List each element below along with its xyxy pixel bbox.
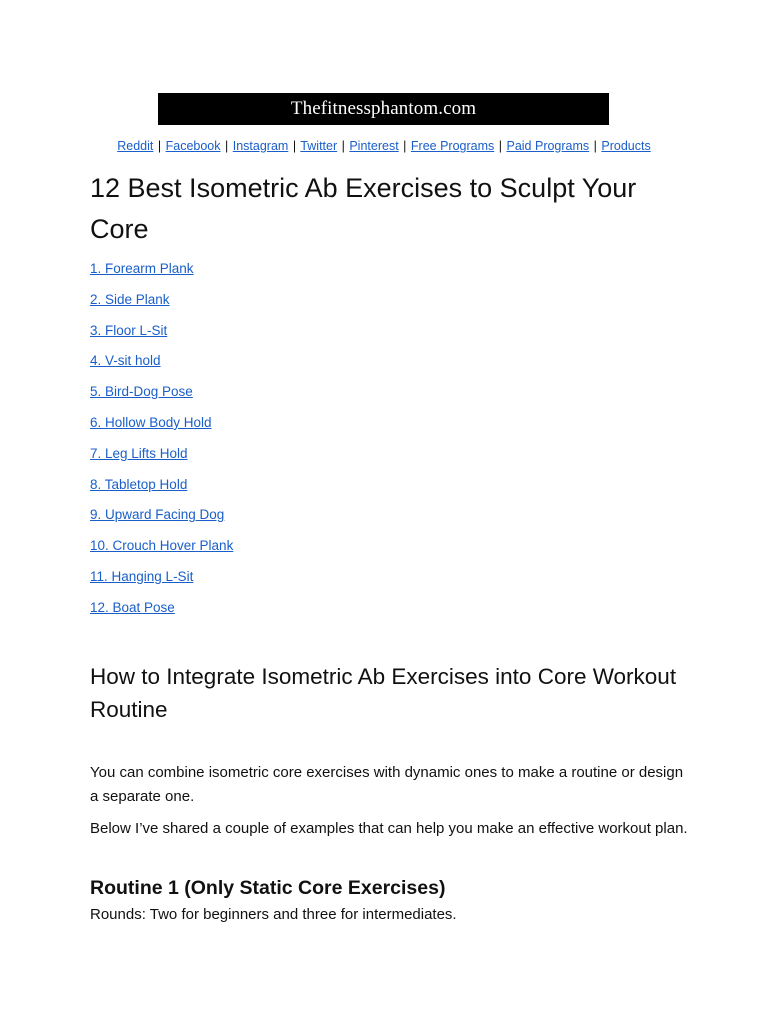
nav-link-twitter[interactable]: Twitter <box>300 139 338 153</box>
toc-link-tabletop-hold[interactable]: 8. Tabletop Hold <box>90 476 188 492</box>
toc-item <box>90 597 233 628</box>
toc-link-forearm-plank[interactable]: 1. Forearm Plank <box>90 261 194 276</box>
nav-link-free-programs[interactable]: Free Programs <box>410 139 495 153</box>
toc-link-leg-lifts-hold[interactable]: 7. Leg Lifts Hold <box>90 445 188 461</box>
nav-separator: | <box>341 139 345 153</box>
toc-item <box>90 412 233 443</box>
toc-link-upward-facing-dog[interactable]: 9. Upward Facing Dog <box>90 507 225 523</box>
toc-item <box>90 474 233 505</box>
site-banner[interactable] <box>158 93 609 125</box>
nav-link-facebook[interactable]: Facebook <box>165 139 221 153</box>
nav-link-instagram[interactable]: Instagram <box>232 139 289 153</box>
toc-item <box>90 566 233 597</box>
toc-link-crouch-hover-plank[interactable]: 10. Crouch Hover Plank <box>90 538 234 554</box>
banner-title: Thefitnessphantom.com <box>290 98 477 119</box>
nav-separator: | <box>403 139 407 153</box>
toc-item <box>90 504 233 535</box>
toc-item <box>90 443 233 474</box>
routine-heading: Routine 1 (Only Static Core Exercises) <box>90 877 446 899</box>
nav-link-reddit[interactable]: Reddit <box>117 139 154 153</box>
toc-item <box>90 350 233 381</box>
nav-link-products[interactable]: Products <box>601 139 651 153</box>
article-title: 12 Best Isometric Ab Exercises to Sculpt Your Core <box>90 173 637 244</box>
toc-link-bird-dog-pose[interactable]: 5. Bird-Dog Pose <box>90 384 193 400</box>
nav-link-paid-programs[interactable]: Paid Programs <box>506 139 590 153</box>
examples-paragraph: Below I’ve shared a couple of examples that can help you make an effective workout plan. <box>90 820 688 837</box>
toc-link-floor-l-sit[interactable]: 3. Floor L-Sit <box>90 322 168 338</box>
toc-link-side-plank[interactable]: 2. Side Plank <box>90 291 170 307</box>
nav-link-pinterest[interactable]: Pinterest <box>349 139 399 153</box>
intro-paragraph: You can combine isometric core exercises with dynamic ones to make a routine or design a separate one. <box>90 764 684 805</box>
nav-separator: | <box>593 139 597 153</box>
nav-separator: | <box>292 139 297 153</box>
nav-separator: | <box>498 139 502 153</box>
toc-item <box>90 381 233 412</box>
toc-item <box>90 535 233 566</box>
rounds-text: Rounds: Two for beginners and three for intermediates. <box>90 906 457 923</box>
table-of-contents <box>90 258 233 628</box>
toc-link-boat-pose[interactable]: 12. Boat Pose <box>90 599 175 615</box>
nav-separator: | <box>157 139 162 153</box>
toc-item <box>90 289 233 320</box>
section-heading: How to Integrate Isometric Ab Exercises into Core Workout Routine <box>90 664 677 722</box>
toc-link-hanging-l-sit[interactable]: 11. Hanging L-Sit <box>90 568 194 584</box>
social-nav <box>0 139 768 153</box>
toc-item <box>90 320 233 351</box>
toc-link-v-sit-hold[interactable]: 4. V-sit hold <box>90 353 161 369</box>
nav-separator: | <box>225 139 229 153</box>
toc-link-hollow-body-hold[interactable]: 6. Hollow Body Hold <box>90 414 212 430</box>
toc-item <box>90 258 233 289</box>
